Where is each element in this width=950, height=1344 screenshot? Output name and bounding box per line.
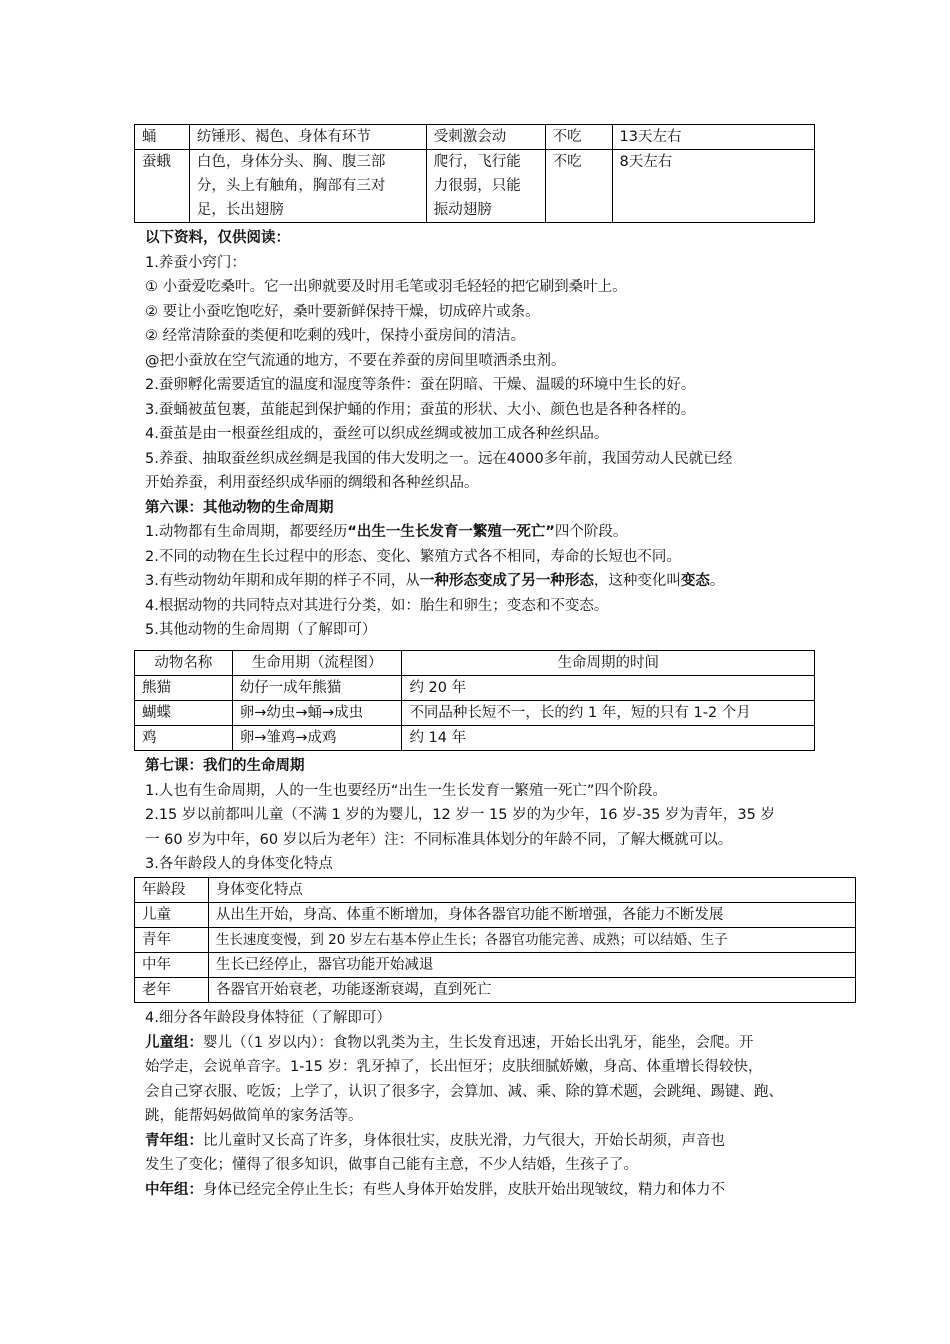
paragraph-line: 2.不同的动物在生长过程中的形态、变化、繁殖方式各不相同，寿命的长短也不同。 xyxy=(145,548,681,565)
table-cell: 熊猫 xyxy=(135,676,233,701)
stage-movement: 受刺激会动 xyxy=(426,125,545,150)
paragraph-line: 2.蚕卵孵化需要适宜的温度和湿度等条件：蚕在阴暗、干燥、温暖的环境中生长的好。 xyxy=(145,377,696,393)
paragraph-line: 3.蚕蛹被茧包裹，茧能起到保护蛹的作用；蚕茧的形状、大小、颜色也是各种各样的。 xyxy=(145,401,696,418)
cell-line: 足，长出翅膀 xyxy=(196,202,284,218)
cell-line: 振动翅膀 xyxy=(433,202,492,218)
cell-line: 爬行，飞行能 xyxy=(433,154,521,170)
lesson6-title: 第六课：其他动物的生命周期 xyxy=(145,499,334,516)
text-run: 比儿童时又长高了许多，身体很壮实，皮肤光滑，力气很大，开始长胡须，声音也 xyxy=(203,1132,725,1149)
table-row xyxy=(135,726,815,751)
column-header: 动物名称 xyxy=(135,651,233,676)
paragraph-line: 一 60 岁为中年，60 岁以后为老年）注：不同标准具体划分的年龄不同，了解大概就可以。 xyxy=(145,831,733,848)
table-row xyxy=(135,953,856,978)
column-header: 年龄段 xyxy=(135,878,209,903)
text-run-bold: “出生一生长发育一繁殖一死亡” xyxy=(347,524,555,540)
table-cell: 生长速度变慢，到 20 岁左右基本停止生长；各器官功能完善、成熟；可以结婚、生子 xyxy=(208,928,855,953)
reading-section xyxy=(145,226,825,643)
paragraph-line: 4.细分各年龄段身体特征（了解即可） xyxy=(145,1010,391,1026)
paragraph-line xyxy=(145,1031,825,1056)
paragraph-line xyxy=(145,1178,825,1203)
cell-line: 分，头上有触角，胸部有三对 xyxy=(196,178,386,194)
paragraph-line: 发生了变化；懂得了很多知识，做事自己能有主意，不少人结婚，生孩子了。 xyxy=(145,1157,638,1173)
lesson7-section xyxy=(145,754,825,877)
paragraph-line xyxy=(145,520,825,545)
stage-form: 纺锤形、褐色、身体有环节 xyxy=(189,125,426,150)
table-row xyxy=(135,903,856,928)
paragraph-line: 开始养蚕，利用蚕经织成华丽的绸缎和各种丝织品。 xyxy=(145,475,479,491)
group-label: 青年组： xyxy=(145,1132,203,1149)
paragraph-line: ② 经常清除蚕的类便和吃剩的残叶，保持小蚕房间的清洁。 xyxy=(145,328,526,344)
text-run: 婴儿（（1 岁以内）：食物以乳类为主，生长发育迅速，开始长出乳牙，能坐，会爬。开 xyxy=(203,1034,754,1051)
paragraph-line: @把小蚕放在空气流通的地方，不要在养蚕的房间里喷洒杀虫剂。 xyxy=(145,352,566,369)
text-run: 身体已经完全停止生长；有些人身体开始发胖，皮肤开始出现皱纹，精力和体力不 xyxy=(203,1181,725,1198)
age-group-details xyxy=(145,1006,825,1202)
table-cell: 生长已经停止，器官功能开始减退 xyxy=(208,953,855,978)
text-run: 3.有些动物幼年期和成年期的样子不同，从 xyxy=(145,573,420,589)
table-cell: 中年 xyxy=(135,953,209,978)
text-run: 四个阶段。 xyxy=(554,524,628,540)
paragraph-line: 4.根据动物的共同特点对其进行分类，如：胎生和卵生；变态和不变态。 xyxy=(145,597,609,614)
column-header: 生命用期（流程图） xyxy=(232,651,402,676)
table-cell: 幼仔一成年熊猫 xyxy=(232,676,402,701)
paragraph-line xyxy=(145,569,825,594)
paragraph-line: ② 要让小蚕吃饱吃好，桑叶要新鲜保持干燥，切成碎片或条。 xyxy=(145,303,540,320)
lesson7-title: 第七课：我们的生命周期 xyxy=(145,758,305,774)
paragraph-line: 5.养蚕、抽取蚕丝织成丝绸是我国的伟大发明之一。远在4000多年前，我国劳动人民就已经 xyxy=(145,450,733,467)
stage-form xyxy=(189,150,426,223)
text-run: 。 xyxy=(709,573,725,589)
animal-lifecycle-table xyxy=(134,650,815,751)
table-cell: 儿童 xyxy=(135,903,209,928)
table-row xyxy=(135,150,815,223)
table-cell: 青年 xyxy=(135,928,209,953)
cell-line: 力很弱，只能 xyxy=(433,178,521,194)
stage-movement xyxy=(426,150,545,223)
table-row xyxy=(135,928,856,953)
table-cell: 不同品种长短不一，长的约 1 年，短的只有 1-2 个月 xyxy=(402,701,815,726)
cell-line: 白色，身体分头、胸、腹三部 xyxy=(196,154,386,170)
table-row xyxy=(135,701,815,726)
table-cell: 蝴蝶 xyxy=(135,701,233,726)
group-label: 儿童组： xyxy=(145,1034,203,1051)
paragraph-line: 1.养蚕小窍门： xyxy=(145,254,246,271)
age-stage-table xyxy=(134,877,856,1003)
table-cell: 各器官开始衰老，功能逐渐衰竭，直到死亡 xyxy=(208,978,855,1003)
table-cell: 鸡 xyxy=(135,726,233,751)
paragraph-line: 3.各年龄段人的身体变化特点 xyxy=(145,856,333,872)
table-row xyxy=(135,125,815,150)
paragraph-line: 2.15 岁以前都叫儿童（不满 1 岁的为婴儿，12 岁一 15 岁的为少年，16 岁-35 岁为青年，35 岁 xyxy=(145,807,775,823)
stage-name: 蛹 xyxy=(135,125,190,150)
silkworm-stage-table xyxy=(134,124,815,223)
paragraph-line: 会自己穿衣服、吃饭；上学了，认识了很多字，会算加、减、乘、除的算术题，会跳绳、踢键、跑、 xyxy=(145,1083,783,1100)
text-run: ，这种变化叫 xyxy=(593,573,681,589)
table-cell: 从出生开始，身高、体重不断增加，身体各器官功能不断增强，各能力不断发展 xyxy=(208,903,855,928)
paragraph-line: ① 小蚕爱吃桑叶。它一出卵就要及时用毛笔或羽毛轻轻的把它刷到桑叶上。 xyxy=(145,279,627,295)
table-row xyxy=(135,676,815,701)
table-cell: 约 20 年 xyxy=(402,676,815,701)
paragraph-line: 5.其他动物的生命周期（了解即可） xyxy=(145,622,377,638)
paragraph-line: 1.人也有生命周期，人的一生也要经历“出生一生长发育一繁殖一死亡”四个阶段。 xyxy=(145,782,667,799)
stage-duration: 8天左右 xyxy=(612,150,814,223)
table-cell: 约 14 年 xyxy=(402,726,815,751)
text-run-bold: 一种形态变成了另一种形态 xyxy=(419,573,594,589)
paragraph-line: 4.蚕茧是由一根蚕丝组成的，蚕丝可以织成丝绸或被加工成各种丝织品。 xyxy=(145,426,609,442)
table-row xyxy=(135,978,856,1003)
paragraph-line: 始学走，会说单音字。1-15 岁：乳牙掉了，长出恒牙；皮肤细腻娇嫩，身高、体重增长得较快， xyxy=(145,1059,763,1075)
table-cell: 卵→幼虫→蛹→成虫 xyxy=(232,701,402,726)
paragraph-line xyxy=(145,1129,825,1154)
stage-duration: 13天左右 xyxy=(612,125,814,150)
column-header: 生命周期的时间 xyxy=(402,651,815,676)
column-header: 身体变化特点 xyxy=(208,878,855,903)
table-cell: 老年 xyxy=(135,978,209,1003)
text-run: 1.动物都有生命周期，都要经历 xyxy=(145,524,348,540)
reading-heading: 以下资料，仅供阅读： xyxy=(145,230,290,246)
text-run-bold: 变态 xyxy=(680,573,710,589)
table-header-row xyxy=(135,878,856,903)
table-header-row xyxy=(135,651,815,676)
paragraph-line: 跳，能帮妈妈做简单的家务活等。 xyxy=(145,1108,363,1124)
stage-eating: 不吃 xyxy=(545,150,612,223)
group-label: 中年组： xyxy=(145,1181,203,1198)
stage-name: 蚕蛾 xyxy=(135,150,190,223)
table-cell: 卵→雏鸡→成鸡 xyxy=(232,726,402,751)
stage-eating: 不吃 xyxy=(545,125,612,150)
